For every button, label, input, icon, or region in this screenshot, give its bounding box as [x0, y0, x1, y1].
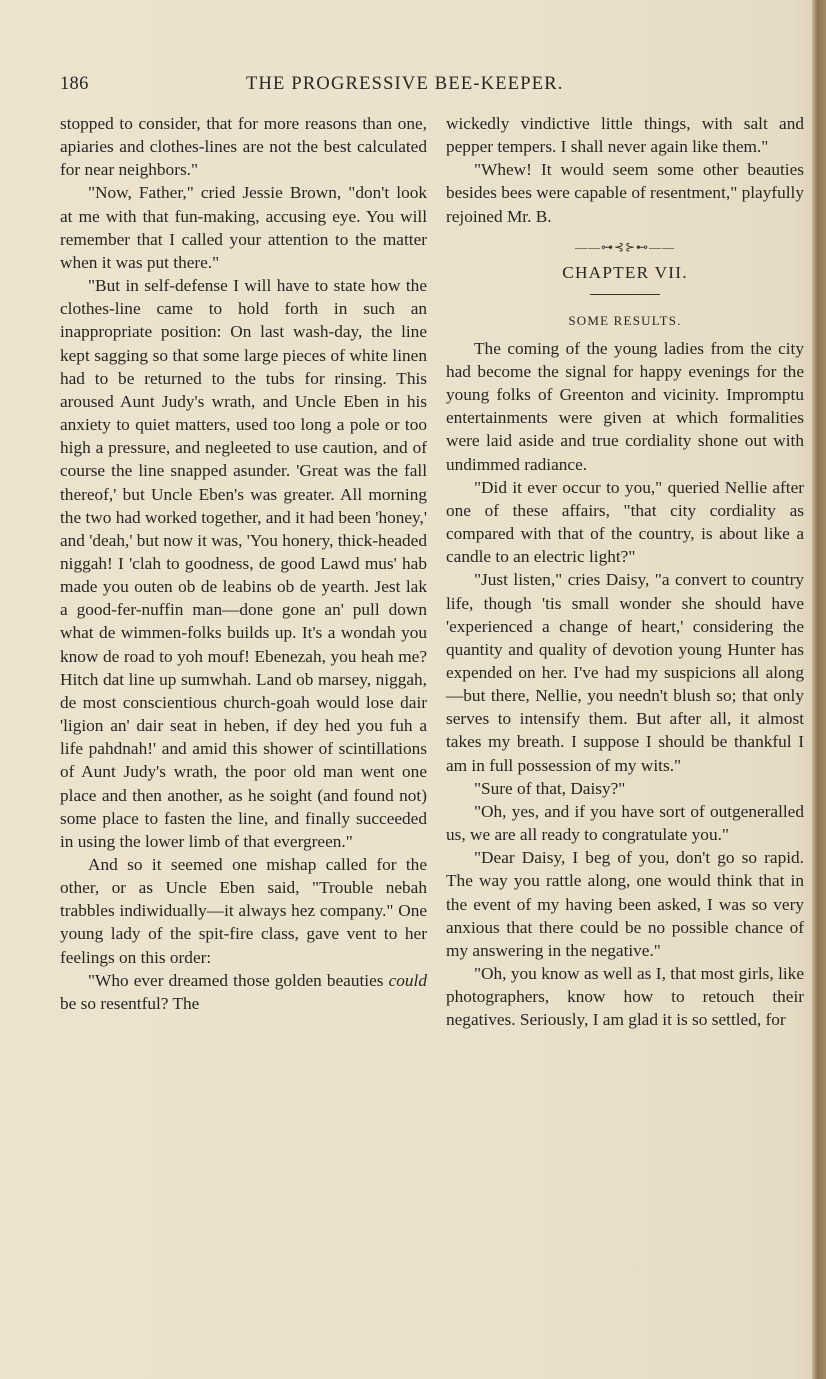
- paragraph: "Sure of that, Daisy?": [474, 778, 626, 798]
- book-spine-edge: [812, 0, 826, 1379]
- left-column: [60, 112, 427, 1015]
- chapter-rule: [590, 294, 660, 295]
- running-title: THE PROGRESSIVE BEE-KEEPER.: [246, 74, 564, 94]
- paragraph: "But in self-defense I will have to state how the clothes-line came to hold forth in such an inappropriate position: On last wash-day, the line kept sagging so that some large pieces of white linen had to be returned to the tubs for rinsing. This aroused Aunt Judy's wrath, and Uncle Eben in his anxiety to quiet matters, used too long a pole or too high a pressure, and negleeted to use caution, and of course the line snapped asunder. 'Great was the fall thereof,' but Uncle Eben's was greater. All morning the two had worked together, and it had been 'honey,' and 'deah,' but now it was, 'You honery, thick-headed niggah! I 'clah to goodness, de good Lawd mus' hab made you outen ob de leabins ob de yearth. Jest lak a good-fer-nuffin man—done gone an' pull down what de wimmen-folks builds up. It's a wondah you know de road to yoh mouf! Ebenezah, you heah me? Hitch dat line up sumwhah. Land ob marsey, niggah, de most conscientious church-goah would lose dair 'ligion an' dair seat in heben, if dey hed you fuh a life pahdnah!' and amid this shower of scintillations of Aunt Judy's wrath, the poor old man went one place and then another, as he soight (and found not) some place to fasten the line, and finally succeeded in using the lower limb of that evergreen.": [60, 276, 427, 851]
- italic-word: could: [388, 970, 427, 990]
- paragraph: "Dear Daisy, I beg of you, don't go so rapid. The way you rattle along, one would think that in the event of my having been asked, I was so very anxious that there could be no possible chance of my answering in the negative.": [446, 848, 804, 960]
- text-run: be so resentful? The: [60, 993, 200, 1013]
- paragraph: "Just listen," cries Daisy, "a convert to country life, though 'tis small wonder she should have 'experienced a change of heart,' considering the quantity and quality of devotion young Hunter has expended on her. I've had my suspicions all along—but there, Nellie, you needn't blush so; that only serves to intensify them. But after all, it almost takes my breath. I suppose I should be thankful I am in full possession of my wits.": [446, 570, 804, 775]
- paragraph: "Did it ever occur to you," queried Nellie after one of these affairs, "that city cordiality as compared with that of the country, is about like a candle to an electric light?": [446, 477, 804, 567]
- chapter-subtitle: SOME RESULTS.: [568, 312, 682, 328]
- paragraph: The coming of the young ladies from the city had become the signal for happy evenings for the young folks of Greenton and vicinity. Impromptu entertainments were given at which formalities were laid aside and true cordiality shone out with undimmed radiance.: [446, 338, 804, 474]
- paragraph: "Whew! It would seem some other beauties besides bees were capable of resentment," playfully rejoined Mr. B.: [446, 160, 804, 226]
- text-run: "Who ever dreamed those golden beauties: [88, 970, 389, 990]
- paragraph: stopped to consider, that for more reasons than one, apiaries and clothes-lines are not the best calculated for near neighbors.": [60, 114, 427, 180]
- chapter-title: CHAPTER VII.: [562, 262, 688, 282]
- paragraph: "Oh, yes, and if you have sort of outgeneralled us, we are all ready to congratulate you.": [446, 801, 804, 845]
- section-ornament: ——⊶⊰⊱⊷——: [574, 239, 676, 254]
- page-number: 186: [60, 74, 89, 94]
- paragraph-with-emphasis: [60, 969, 427, 1015]
- right-column: [446, 112, 804, 1031]
- paragraph: "Oh, you know as well as I, that most girls, like photographers, know how to retouch their negatives. Seriously, I am glad it is so settled, for: [446, 964, 804, 1030]
- page-header: [60, 74, 805, 98]
- paragraph: And so it seemed one mishap called for the other, or as Uncle Eben said, "Trouble nebah trabbles indiwidually—it always hez company." One young lady of the spit-fire class, gave vent to her feelings on this order:: [60, 855, 427, 967]
- paragraph: wickedly vindictive little things, with salt and pepper tempers. I shall never again like them.": [446, 114, 804, 157]
- paragraph: "Now, Father," cried Jessie Brown, "don't look at me with that fun-making, accusing eye. You will remember that I called your attention to the matter when it was put there.": [60, 183, 427, 272]
